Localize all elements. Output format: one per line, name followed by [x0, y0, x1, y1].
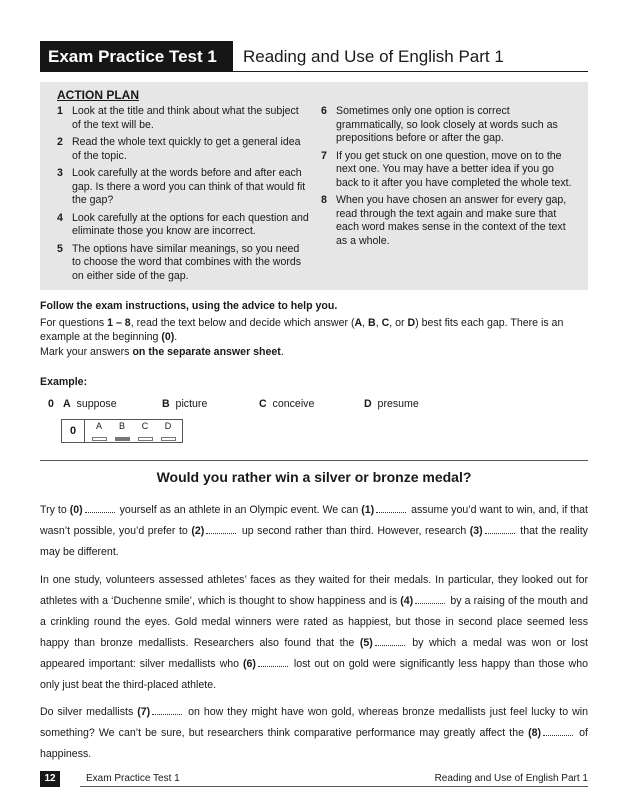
step-number: 8	[321, 194, 327, 206]
gap-blank	[543, 727, 573, 736]
instruction-text: Mark your answers	[40, 346, 133, 358]
step-text: Sometimes only one option is correct grammatically, so look closely at words such as prepositions before or after the gap.	[336, 105, 558, 144]
page-number: 12	[40, 771, 60, 787]
gap-number: (5)	[359, 637, 373, 649]
option-letter: C	[381, 317, 390, 329]
option-letter: A	[63, 398, 71, 410]
instruction-text: , or	[389, 317, 408, 329]
article-title: Would you rather win a silver or bronze medal?	[156, 469, 472, 485]
example-options	[46, 398, 446, 412]
instruction-paragraph	[40, 317, 590, 344]
section-divider	[40, 460, 588, 461]
option-letter: D	[407, 317, 416, 329]
article-paragraph-3	[40, 702, 588, 765]
step-number: 1	[57, 105, 63, 117]
instruction-answer-sheet	[40, 346, 590, 360]
action-plan-step	[321, 194, 573, 248]
answer-lozenge-c	[138, 437, 153, 441]
instruction-text: ,	[375, 317, 382, 329]
answer-sheet-emphasis: on the separate answer sheet	[132, 346, 281, 358]
footer-part-title: Reading and Use of English Part 1	[434, 773, 588, 784]
instruction-text: .	[174, 330, 178, 343]
footer-rule	[80, 786, 588, 787]
gap-number: (2)	[191, 525, 205, 537]
instruction-text: For questions	[40, 317, 108, 329]
example-option-a	[63, 398, 117, 410]
option-letter: C	[259, 398, 267, 410]
gap-number: (1)	[361, 504, 375, 516]
paragraph-text: Try to	[40, 504, 70, 516]
example-number: 0	[48, 398, 54, 410]
gap-blank	[415, 595, 445, 604]
action-plan-panel	[40, 82, 588, 290]
option-letter: A	[354, 317, 363, 329]
paragraph-text: of happiness.	[40, 727, 589, 760]
header-underline	[233, 71, 588, 72]
action-plan-left-column	[57, 105, 309, 287]
option-word: picture	[175, 398, 208, 410]
gap-number: (3)	[469, 525, 483, 537]
step-number: 7	[321, 149, 327, 162]
action-plan-step	[57, 212, 309, 239]
footer-test-title: Exam Practice Test 1	[86, 773, 180, 784]
option-word: presume	[377, 398, 419, 410]
step-number: 4	[57, 211, 63, 224]
example-option-b	[162, 398, 207, 410]
paragraph-text: Do silver medallists	[40, 706, 138, 718]
step-number: 2	[57, 136, 63, 148]
page-header	[40, 41, 588, 72]
gap-blank	[376, 504, 406, 513]
header-test-title: Exam Practice Test 1	[40, 41, 233, 72]
gap-blank	[258, 658, 288, 667]
paragraph-text: up second rather than third. However, research	[238, 525, 470, 537]
instruction-text: ) best fits each gap. There is an example at the beginning	[40, 317, 564, 343]
option-letter: B	[368, 317, 376, 329]
paragraph-text: lost out on gold were significantly less happy than those who only just beat the third-placed athlete.	[40, 658, 588, 691]
instruction-heading	[40, 300, 590, 314]
option-word: suppose	[76, 398, 117, 410]
action-plan-step	[57, 136, 309, 163]
gap-number: (7)	[137, 706, 151, 718]
step-text: If you get stuck on one question, move on to the next one. You may have a better idea if you go back to it after you have completed the whole text.	[336, 149, 572, 189]
action-plan-step	[57, 167, 309, 208]
header-part-title: Reading and Use of English Part 1	[243, 47, 504, 66]
answer-letter-b: B	[118, 421, 125, 431]
step-number: 5	[57, 242, 63, 255]
gap-blank	[152, 706, 182, 715]
step-text: Look carefully at the options for each question and eliminate those you know are incorrect.	[72, 211, 309, 237]
paragraph-text: yourself as an athlete in an Olympic event. We can	[116, 504, 362, 516]
step-text: The options have similar meanings, so you need to choose the word that combines with the words on either side of the gap.	[72, 242, 302, 282]
gap-number: (4)	[400, 595, 414, 607]
paragraph-text: by a raising of the mouth and a crinkling round the eyes. Gold medal winners were rated as happiest, but those in second place seemed less happy than bronze medallists. Researchers also found that the	[40, 595, 588, 649]
paragraph-text: that the reality may be different.	[40, 525, 588, 558]
gap-number: (8)	[528, 727, 542, 739]
step-text: Look at the title and think about what the subject of the text will be.	[72, 105, 299, 131]
example-label: Example:	[40, 376, 88, 388]
gap-number: (6)	[242, 658, 256, 670]
example-option-d	[364, 398, 419, 410]
instruction-line-1: Follow the exam instructions, using the advice to help you.	[40, 300, 338, 312]
instruction-text: , read the text below and decide which answer (	[130, 317, 355, 329]
step-text: When you have chosen an answer for every gap, read through the text again and make sure that each word makes sense in the context of the text as a whole.	[336, 194, 567, 247]
example-ref: (0)	[161, 330, 175, 343]
option-letter: D	[364, 398, 372, 410]
gap-blank	[85, 504, 115, 513]
answer-letter-d: D	[164, 421, 172, 431]
article-paragraph-1	[40, 500, 588, 563]
article-paragraph-2	[40, 570, 588, 696]
step-text: Look carefully at the words before and after each gap. Is there a word you can think of that would fit the gap?	[72, 167, 306, 206]
gap-blank	[206, 525, 236, 534]
answer-box-number: 0	[62, 420, 85, 442]
action-plan-step	[321, 150, 573, 191]
instruction-text: ,	[362, 317, 369, 329]
step-text: Read the whole text quickly to get a general idea of the topic.	[72, 136, 301, 162]
paragraph-text: on how they might have won gold, whereas bronze medallists just feel lucky to win something? We can’t be sure, but researchers think comparative performance may greatly affect the	[40, 706, 588, 739]
paragraph-text: In one study, volunteers assessed athletes’ faces as they waited for their medals. In particular, they looked out for athletes with a ‘Duchenne smile’, which is thought to show happiness and is	[40, 574, 588, 607]
answer-lozenge-a	[92, 437, 107, 441]
gap-number: (0)	[69, 504, 83, 516]
answer-lozenge-b-filled	[115, 437, 130, 441]
instruction-text: .	[280, 346, 284, 358]
option-letter: B	[162, 398, 170, 410]
step-number: 6	[321, 105, 327, 117]
question-range: 1 – 8	[107, 317, 131, 329]
answer-lozenge-d	[161, 437, 176, 441]
gap-blank	[375, 637, 405, 646]
paragraph-text: by which a medal was won or lost appeared important: silver medallists who	[40, 637, 588, 670]
paragraph-text: assume you’d want to win, and, if that wasn’t possible, you’d prefer to	[40, 504, 588, 537]
example-answer-box	[61, 419, 183, 443]
action-plan-right-column	[321, 105, 573, 252]
gap-blank	[485, 525, 515, 534]
action-plan-title: ACTION PLAN	[57, 88, 139, 102]
answer-letter-c: C	[141, 421, 149, 431]
page-footer	[40, 771, 588, 787]
action-plan-step	[321, 105, 573, 146]
answer-letter-a: A	[95, 421, 102, 431]
option-word: conceive	[272, 398, 315, 410]
action-plan-step	[57, 105, 309, 132]
step-number: 3	[57, 167, 63, 179]
example-option-c	[259, 398, 314, 410]
action-plan-step	[57, 243, 309, 284]
